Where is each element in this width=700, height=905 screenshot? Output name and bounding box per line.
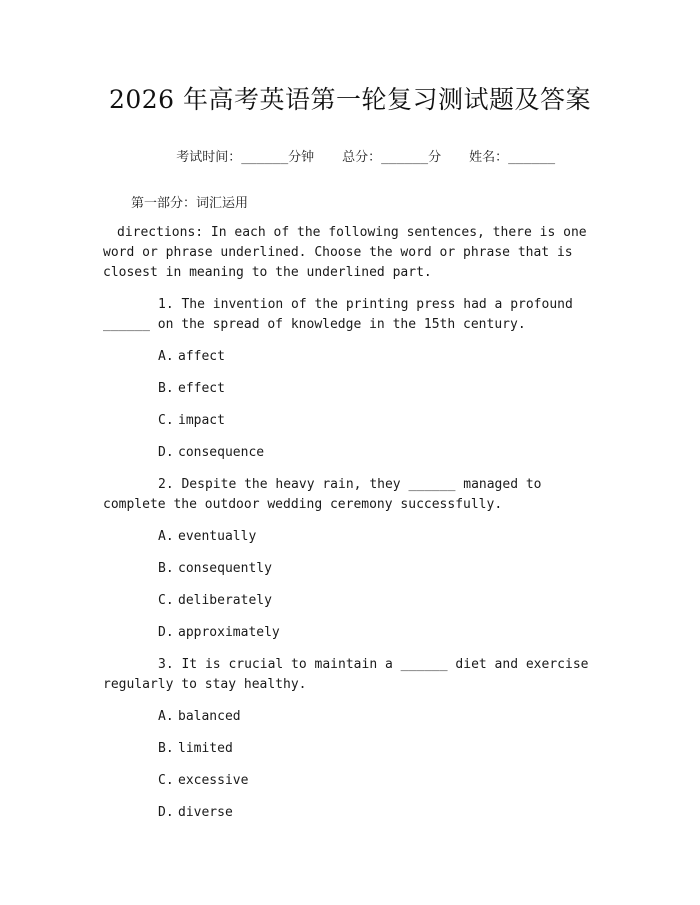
option-text: impact	[178, 413, 225, 428]
option-text: eventually	[178, 529, 257, 544]
question-1-stem: 1. The invention of the printing press had a profound ______ on the spread of knowledge in the 15th century.	[103, 297, 573, 332]
question-3-option-a	[158, 709, 241, 724]
section-directions: directions: In each of the following sentences, there is one word or phrase underlined. Choose the word or phrase that is closest in meaning to the underlined part.	[103, 225, 587, 280]
question-3-option-c	[158, 773, 248, 788]
option-text: balanced	[178, 709, 241, 724]
option-text: consequence	[178, 445, 265, 460]
option-text: affect	[178, 349, 225, 364]
option-letter: B.	[158, 381, 174, 396]
option-text: consequently	[178, 561, 272, 576]
option-text: deliberately	[178, 593, 272, 608]
option-text: limited	[178, 741, 233, 756]
option-letter: D.	[158, 625, 174, 640]
exam-info-line	[0, 131, 700, 180]
option-text: excessive	[178, 773, 249, 788]
option-letter: A.	[158, 349, 174, 364]
exam-time: 考试时间：______分钟	[176, 150, 315, 165]
question-1-option-d	[158, 445, 264, 460]
option-letter: B.	[158, 561, 174, 576]
question-2-stem: 2. Despite the heavy rain, they ______ managed to complete the outdoor wedding ceremony successfully.	[103, 477, 542, 512]
option-letter: D.	[158, 445, 174, 460]
option-text: diverse	[178, 805, 233, 820]
option-letter: A.	[158, 529, 174, 544]
question-2-option-a	[158, 529, 256, 544]
exam-total-score: 总分：______分	[342, 150, 442, 165]
option-letter: D.	[158, 805, 174, 820]
option-letter: C.	[158, 593, 174, 608]
question-2-option-b	[158, 561, 272, 576]
document-title: 2026 年高考英语第一轮复习测试题及答案	[108, 85, 592, 114]
option-letter: C.	[158, 413, 174, 428]
option-letter: A.	[158, 709, 174, 724]
question-3-stem: 3. It is crucial to maintain a ______ diet and exercise regularly to stay healthy.	[103, 657, 589, 692]
exam-student-name: 姓名：______	[469, 150, 556, 165]
option-text: approximately	[178, 625, 280, 640]
option-letter: B.	[158, 741, 174, 756]
question-1-option-b	[158, 381, 225, 396]
question-3-option-d	[158, 805, 233, 820]
question-2-option-d	[158, 625, 280, 640]
section-title: 第一部分：词汇运用	[131, 196, 249, 211]
question-1-option-c	[158, 413, 225, 428]
option-text: effect	[178, 381, 225, 396]
question-1-option-a	[158, 349, 225, 364]
option-letter: C.	[158, 773, 174, 788]
question-3-option-b	[158, 741, 233, 756]
question-2-option-c	[158, 593, 272, 608]
